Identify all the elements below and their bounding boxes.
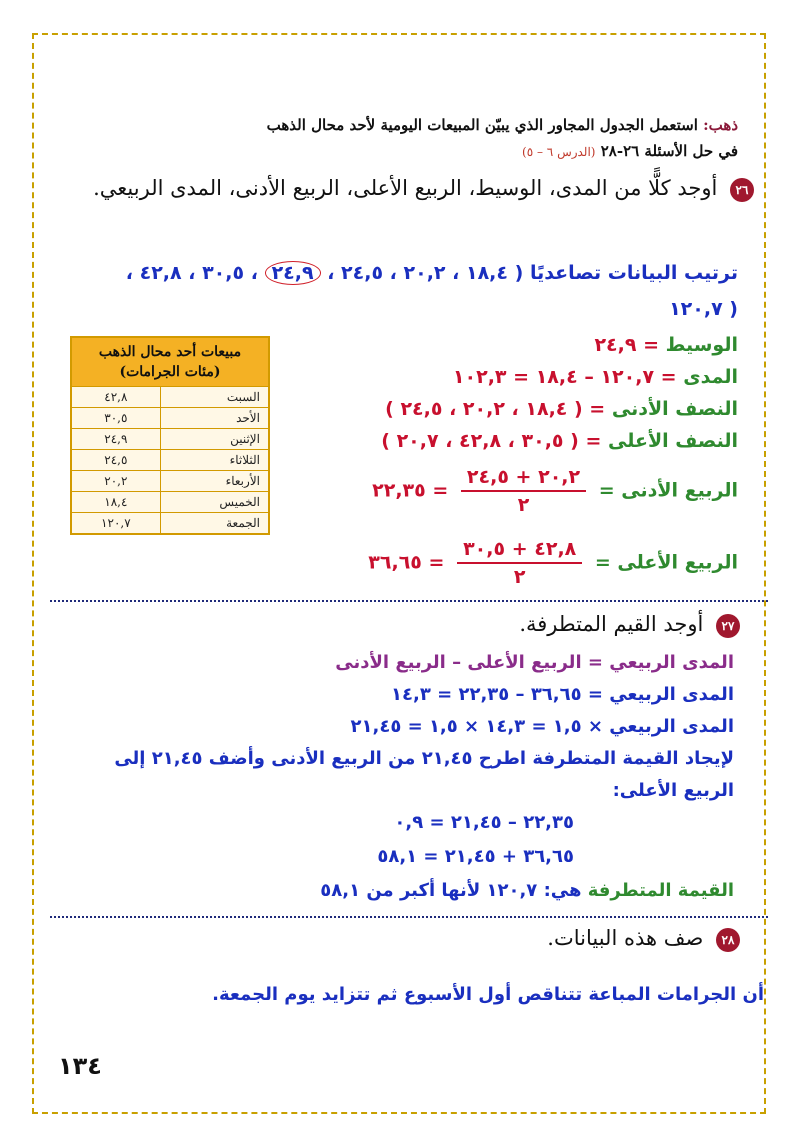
order-line-2-text: ( ١٢٠,٧: [669, 298, 738, 320]
q28-answer: أن الجرامات المباعة تتناقص أول الأسبوع ثم تتزايد يوم الجمعة.: [212, 984, 764, 1005]
table-value: ٤٢,٨: [72, 387, 160, 408]
q1-result: = ٢٢,٣٥: [372, 479, 449, 502]
question-number-27: ٢٧: [716, 614, 740, 638]
range-value: = ١٢٠,٧ – ١٨,٤ = ١٠٢,٣: [452, 366, 677, 388]
q1-label: الربيع الأدنى =: [598, 479, 738, 502]
q1-fraction: [461, 466, 586, 516]
order-label: ترتيب البيانات تصاعديًا: [529, 262, 738, 284]
question-27-text: أوجد القيم المتطرفة.: [519, 612, 704, 636]
intro-line-1: [267, 116, 738, 134]
q3-fraction: [457, 538, 582, 588]
q27-line-6: ٢٢,٣٥ – ٢١,٤٥ = ٠,٩: [394, 812, 574, 833]
table-row: [72, 429, 268, 450]
q3-line: [368, 538, 738, 588]
q3-label: الربيع الأعلى =: [594, 551, 738, 574]
q3-result: = ٣٦,٦٥: [368, 551, 445, 574]
table-value: ١٨,٤: [72, 492, 160, 513]
intro-line-2: [522, 142, 738, 160]
q27-line-1: المدى الربيعي = الربيع الأعلى – الربيع الأدنى: [335, 652, 734, 673]
order-line-2: [669, 298, 738, 320]
table-value: ٢٤,٥: [72, 450, 160, 471]
question-26: [93, 176, 754, 202]
order-part-b: ، ٣٠,٥ ، ٤٢,٨ ،: [125, 262, 258, 284]
table-row: [72, 492, 268, 513]
outlier-label: القيمة المتطرفة: [587, 880, 734, 901]
table-value: ١٢٠,٧: [72, 513, 160, 534]
q27-line-3: المدى الربيعي × ١,٥ = ١٤,٣ × ١,٥ = ٢١,٤٥: [350, 716, 734, 737]
question-28: [547, 926, 740, 952]
median-label: الوسيط: [665, 334, 738, 356]
circled-median: ٢٤,٩: [265, 261, 321, 285]
lower-half-label: النصف الأدنى: [611, 398, 738, 420]
table-day: الإثنين: [160, 429, 268, 450]
q3-numerator: ٤٢,٨ + ٣٠,٥: [457, 538, 582, 564]
q27-line-5: الربيع الأعلى:: [612, 780, 734, 801]
upper-half-label: النصف الأعلى: [608, 430, 738, 452]
table-row: [72, 450, 268, 471]
question-number-28: ٢٨: [716, 928, 740, 952]
table-day: الأربعاء: [160, 471, 268, 492]
lesson-ref: (الدرس ٦ – ٥): [522, 145, 596, 159]
table-row: [72, 471, 268, 492]
intro-text: استعمل الجدول المجاور الذي يبيّن المبيعات اليومية لأحد محال الذهب: [266, 116, 698, 134]
question-number-26: ٢٦: [730, 178, 754, 202]
range-label: المدى: [683, 366, 738, 388]
table-title-line-2: (مئات الجرامات): [119, 364, 221, 380]
separator: [50, 600, 768, 602]
q3-denominator: ٢: [513, 566, 526, 588]
upper-half-line: [381, 430, 738, 452]
table-day: الخميس: [160, 492, 268, 513]
question-28-text: صف هذه البيانات.: [547, 926, 704, 950]
order-part-a: ( ١٨,٤ ، ٢٠,٢ ، ٢٤,٥ ،: [327, 262, 524, 284]
table-body: [72, 386, 268, 533]
sales-table: [70, 336, 270, 535]
separator: [50, 916, 768, 918]
q27-line-4: لإيجاد القيمة المتطرفة اطرح ٢١,٤٥ من الربيع الأدنى وأضف ٢١,٤٥ إلى: [114, 748, 734, 769]
table-day: السبت: [160, 387, 268, 408]
median-line: [594, 334, 738, 356]
q27-line-8: [320, 880, 734, 901]
table-day: الجمعة: [160, 513, 268, 534]
table-row: [72, 387, 268, 408]
q1-numerator: ٢٠,٢ + ٢٤,٥: [461, 466, 586, 492]
outlier-rest: هي: ١٢٠,٧ لأنها أكبر من ٥٨,١: [320, 880, 582, 901]
table-row: [72, 408, 268, 429]
table-row: [72, 513, 268, 534]
order-line-1: [126, 262, 738, 284]
q27-line-2: المدى الربيعي = ٣٦,٦٥ – ٢٢,٣٥ = ١٤,٣: [391, 684, 734, 705]
table-value: ٣٠,٥: [72, 408, 160, 429]
question-27: [519, 612, 740, 638]
lower-half-line: [385, 398, 738, 420]
table-day: الأحد: [160, 408, 268, 429]
q1-line: [372, 466, 738, 516]
intro-text-2: في حل الأسئلة ٢٦-٢٨: [600, 142, 738, 160]
q1-denominator: ٢: [517, 494, 530, 516]
table-value: ٢٠,٢: [72, 471, 160, 492]
intro-lead: ذهب:: [703, 116, 738, 134]
table-title: [72, 338, 268, 386]
table-title-line-1: مبيعات أحد محال الذهب: [98, 344, 242, 360]
page-number: ١٣٤: [58, 1052, 102, 1080]
median-value: = ٢٤,٩: [594, 334, 660, 356]
question-26-text: أوجد كلًّا من المدى، الوسيط، الربيع الأعلى، الربيع الأدنى، المدى الربيعي.: [93, 176, 718, 200]
table-value: ٢٤,٩: [72, 429, 160, 450]
table-day: الثلاثاء: [160, 450, 268, 471]
upper-half-value: = ( ٣٠,٥ ، ٤٢,٨ ، ٢٠,٧ ): [381, 430, 602, 452]
q27-line-7: ٣٦,٦٥ + ٢١,٤٥ = ٥٨,١: [377, 846, 574, 867]
lower-half-value: = ( ١٨,٤ ، ٢٠,٢ ، ٢٤,٥ ): [385, 398, 606, 420]
range-line: [453, 366, 738, 388]
